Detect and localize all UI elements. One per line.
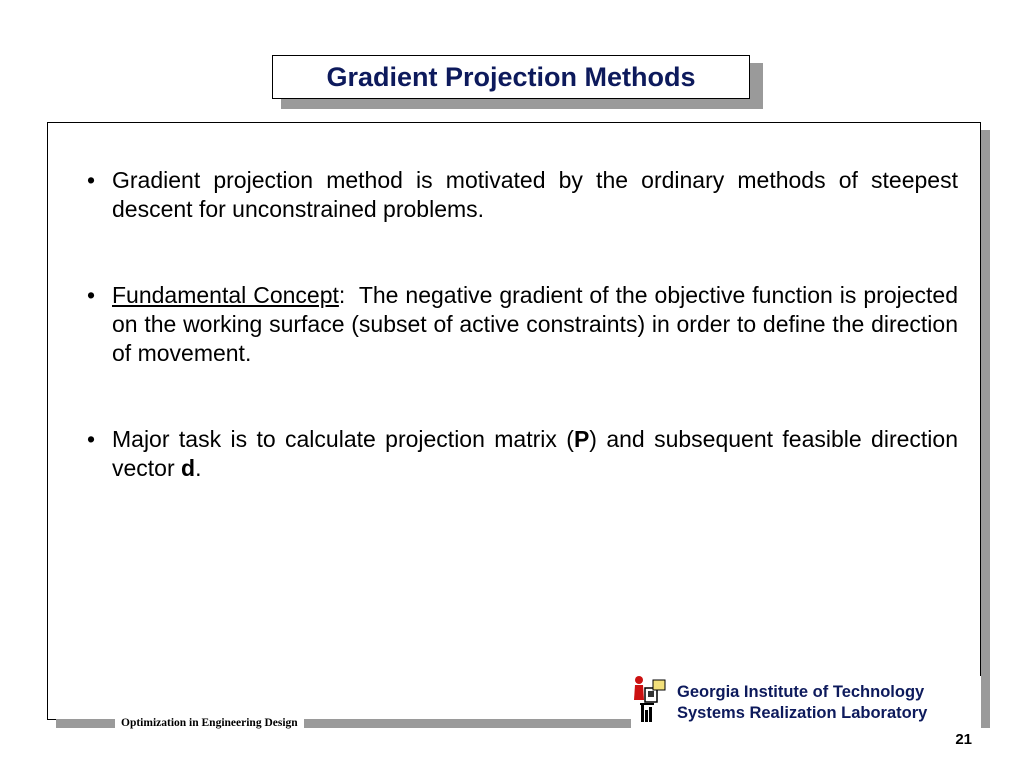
concept-separator: :: [338, 282, 359, 308]
vector-symbol: d: [181, 455, 196, 481]
bullet-text: The negative gradient of the objective function is projected on the working surface (subset of active constraints) in order to define the direction of movement.: [112, 282, 958, 366]
bullet-text: Gradient projection method is motivated by the ordinary methods of steepest descent for unconstrained problems.: [112, 167, 958, 222]
institution-name: Georgia Institute of Technology: [677, 683, 925, 701]
srl-logo-icon: [631, 674, 675, 724]
bullet-list: [76, 166, 958, 540]
bullet-item-2: [76, 281, 958, 368]
bullet-marker: •: [86, 167, 96, 193]
slide-title: Gradient Projection Methods: [326, 61, 696, 92]
course-label: Optimization in Engineering Design: [115, 714, 304, 732]
matrix-symbol: P: [573, 426, 590, 452]
bullet-marker: •: [86, 426, 96, 452]
bullet-item-1: [76, 166, 958, 224]
concept-label: Fundamental Concept: [112, 282, 339, 308]
bullet-text-middle: ) and subsequent feasible direction vector: [112, 426, 958, 481]
bullet-text-end: .: [195, 455, 202, 481]
bullet-marker: •: [86, 282, 96, 308]
bullet-text-start: Major task is to calculate projection matrix (: [112, 426, 574, 452]
lab-name: Systems Realization Laboratory: [677, 704, 928, 722]
title-box: [272, 55, 750, 99]
bullet-item-3: [76, 425, 958, 483]
page-number: 21: [955, 731, 972, 748]
